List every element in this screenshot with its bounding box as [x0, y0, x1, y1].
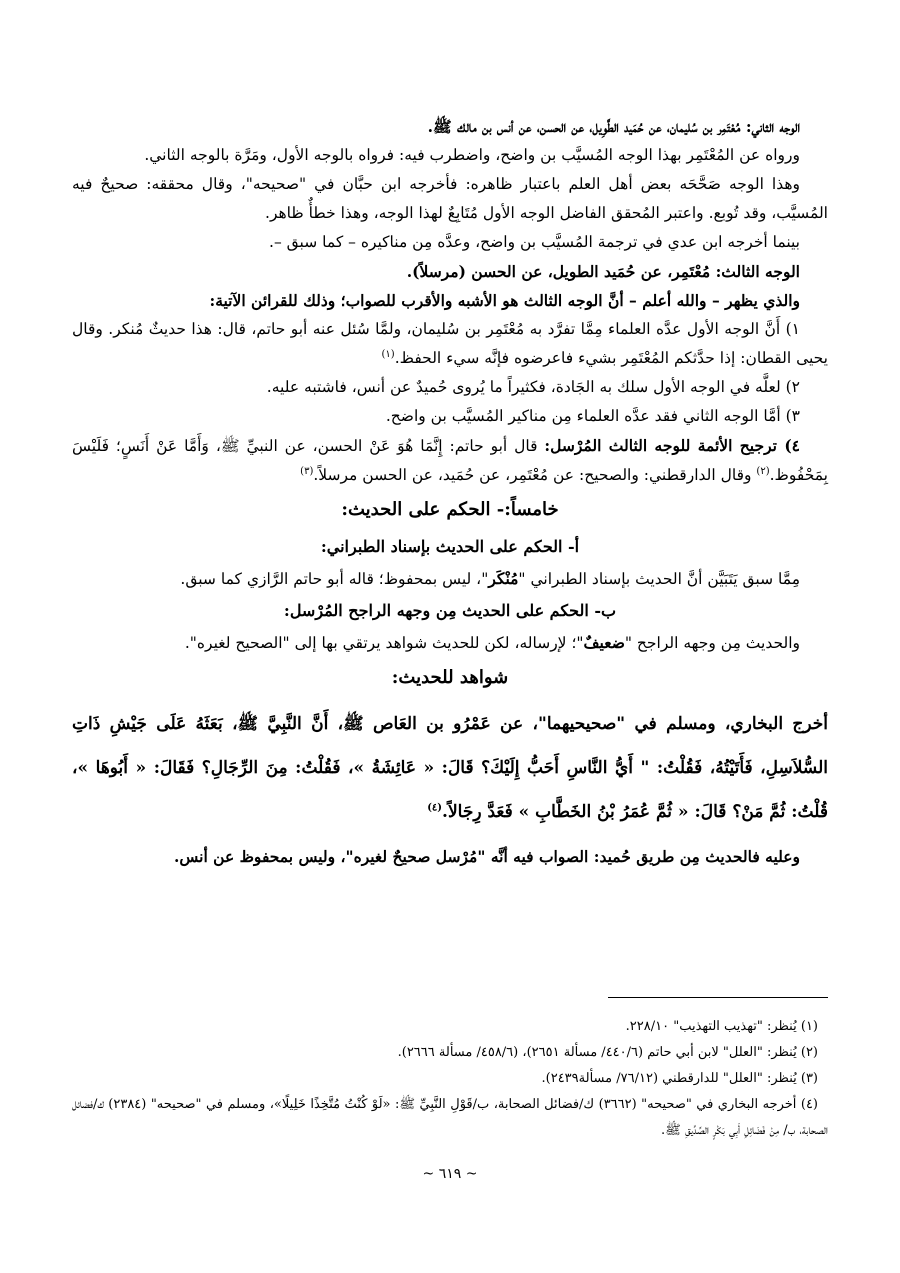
evidence-4-abu-hatim: قال أبو حاتم: إِنَّمَا هُوَ عَنْ الحسن، عن النبيِّ ﷺ، وَأَمَّا عَنْ أَنَسٍ؛ فَلَيْسَ بِمَحْفُوظ. [72, 437, 828, 484]
subheading-mursal: ب- الحكم على الحديث مِن وجهه الراجح المُرْسل: [283, 601, 617, 620]
paragraph-tabarani-ruling [72, 564, 828, 594]
tabarani-ruling-text: مِمَّا سبق يَتَبَيَّن أنَّ الحديث بإسناد الطبراني " [518, 570, 800, 588]
tabarani-ruling-rest: "، ليس بمحفوظ؛ قاله أبو حاتم الرَّازي كما سبق. [180, 570, 489, 588]
paragraph-second-aspect: الوجه الثاني: مُعْتَمِر بن سُليمان، عن حُمَيد الطَّوِيل، عن الحسن، عن أنس بن مالك ﷺ. [427, 117, 800, 136]
paragraph-conclusion: وعليه فالحديث مِن طريق حُميد: الصواب فيه أنَّه "مُرْسل صحيحٌ لغيره"، وليس بمحفوظ عن أنس. [173, 847, 800, 866]
footnote-ref-3[interactable]: (٣) [300, 465, 314, 477]
evidence-1-text: ١) أَنَّ الوجه الأول عدَّه العلماء مِمَّا تفرَّد به مُعْتَمِر بن سُليمان، ولمَّا سُئل عنه أبو حاتم، قال: هذا حديثٌ مُنكر. وقال يحيى القطان: إذا حدَّثكم المُعْتَمِر بشيء فاعرضوه فإنَّه سيء الحفظ. [72, 320, 828, 367]
hadith-text: أخرج البخاري، ومسلم في "صحيحيهما"، عن عَمْرُو بن العَاص ﷺ، أَنَّ النَّبِيَّ ﷺ، بَعَثَهُ عَلَى جَيْشِ ذَاتِ السُّلاَسِلِ، فَأَتَيْتُهُ، فَقُلْتُ: " أَيُّ النَّاسِ أَحَبُّ إِلَيْكَ؟ قَالَ: « عَائِشَةُ »، فَقُلْتُ: مِنَ الرِّجَالِ؟ فَقَالَ: « أَبُوهَا »، قُلْتُ: ثُمَّ مَنْ؟ قَالَ: « ثُمَّ عُمَرُ بْنُ الخَطَّابِ » فَعَدَّ رِجَالاً. [72, 714, 828, 822]
ruling-munkar: مُنْكَر [488, 569, 519, 588]
footnote-2: (٢) يُنظر: "العلل" لابن أبي حاتم (٤٤٠/٦/ مسألة ٢٦٥١)، (٤٥٨/٦/ مسألة ٢٦٦٦). [397, 1045, 818, 1060]
footnotes [72, 1014, 828, 1144]
subheading-tabarani: أ- الحكم على الحديث بإسناد الطبراني: [320, 537, 580, 556]
section-heading-fifth-number: خامساً [510, 499, 559, 520]
paragraph-evidence-3: ٣) أمَّا الوجه الثاني فقد عدَّه العلماء مِن مناكير المُسيَّب بن واضح. [385, 407, 800, 425]
footnote-divider [608, 997, 828, 998]
paragraph-hadith-witness [72, 702, 828, 834]
paragraph-ibn-adi: بينما أخرجه ابن عدي في ترجمة المُسيَّب بن واضح، وعدَّه مِن مناكيره – كما سبق –. [269, 233, 800, 251]
mursal-ruling-text: والحديث مِن وجهه الراجح " [624, 634, 800, 652]
footnote-ref-1[interactable]: (١) [381, 348, 395, 360]
paragraph-evidence-2: ٢) لعلَّه في الوجه الأول سلك به الجَادة، فكثيراً ما يُروى حُميدٌ عن أنس، فاشتبه عليه. [266, 378, 800, 396]
footnote-3: (٣) يُنظر: "العلل" للدارقطني (٧٦/١٢/ مسألة٢٤٣٩). [541, 1071, 818, 1086]
footnote-ref-2[interactable]: (٢) [756, 465, 770, 477]
page-number: ~ ٦١٩ ~ [422, 1166, 478, 1182]
paragraph-evidence-1 [72, 315, 828, 373]
footnote-1: (١) يُنظر: "تهذيب التهذيب" ٢٢٨/١٠. [625, 1019, 818, 1034]
paragraph-narration: ورواه عن المُعْتَمِر بهذا الوجه المُسيَّب بن واضح، واضطرب فيه: فرواه بالوجه الأول، ومَرَّة بالوجه الثاني. [144, 146, 800, 164]
evidence-4-lead: ٤) ترجيح الأئمة للوجه الثالث المُرْسل: [544, 436, 800, 455]
section-heading-fifth [72, 492, 828, 528]
footnote-ref-4[interactable]: (٤) [427, 802, 443, 814]
footnote-4: (٤) أخرجه البخاري في "صحيحه" (٣٦٦٢) ك/فضائل الصحابة، ب/قَوْلِ النَّبِيِّ ﷺ: «لَوْ كُنْتُ مُتَّخِذًا خَلِيلًا»، ومسلم في "صحيحه" (٢٣٨٤) ك/فضائل الصحابة، ب/ مِنْ فَضَائِلِ أَبِي بَكْرٍ الصِّدِّيقِ ﷺ. [72, 1097, 828, 1138]
mursal-ruling-rest: "؛ لإرساله، لكن للحديث شواهد يرتقي بها إلى "الصحيح لغيره". [184, 634, 584, 652]
main-text [72, 112, 828, 871]
section-heading-shawahid: شواهد للحديث: [391, 667, 509, 688]
paragraph-preference: والذي يظهر – والله أعلم – أنَّ الوجه الثالث هو الأشبه والأقرب للصواب؛ وذلك للقرائن الآتية: [209, 291, 800, 310]
section-heading-fifth-title: :- الحكم على الحديث: [341, 499, 511, 520]
ruling-daif: ضعيفٌ [583, 633, 625, 652]
paragraph-mursal-ruling [72, 628, 828, 658]
evidence-4-daraqutni: وقال الدارقطني: والصحيح: عن مُعْتَمِر، عن حُمَيد، عن الحسن مرسلاً. [313, 466, 757, 484]
paragraph-evidence-4 [72, 431, 828, 490]
paragraph-third-aspect: الوجه الثالث: مُعْتَمِر، عن حُمَيد الطويل، عن الحسن (مرسلاً). [406, 262, 800, 281]
paragraph-correction: وهذا الوجه صَحَّحَه بعض أهل العلم باعتبار ظاهره: فأخرجه ابن حبَّان في "صحيحه"، وقال محققه: صحيحٌ فيه المُسيَّب، وقد تُوبع. واعتبر المُحقق الفاضل الوجه الأول مُتَابِعٌ لهذا الوجه، وهذا خطأٌ ظاهر. [72, 175, 828, 222]
